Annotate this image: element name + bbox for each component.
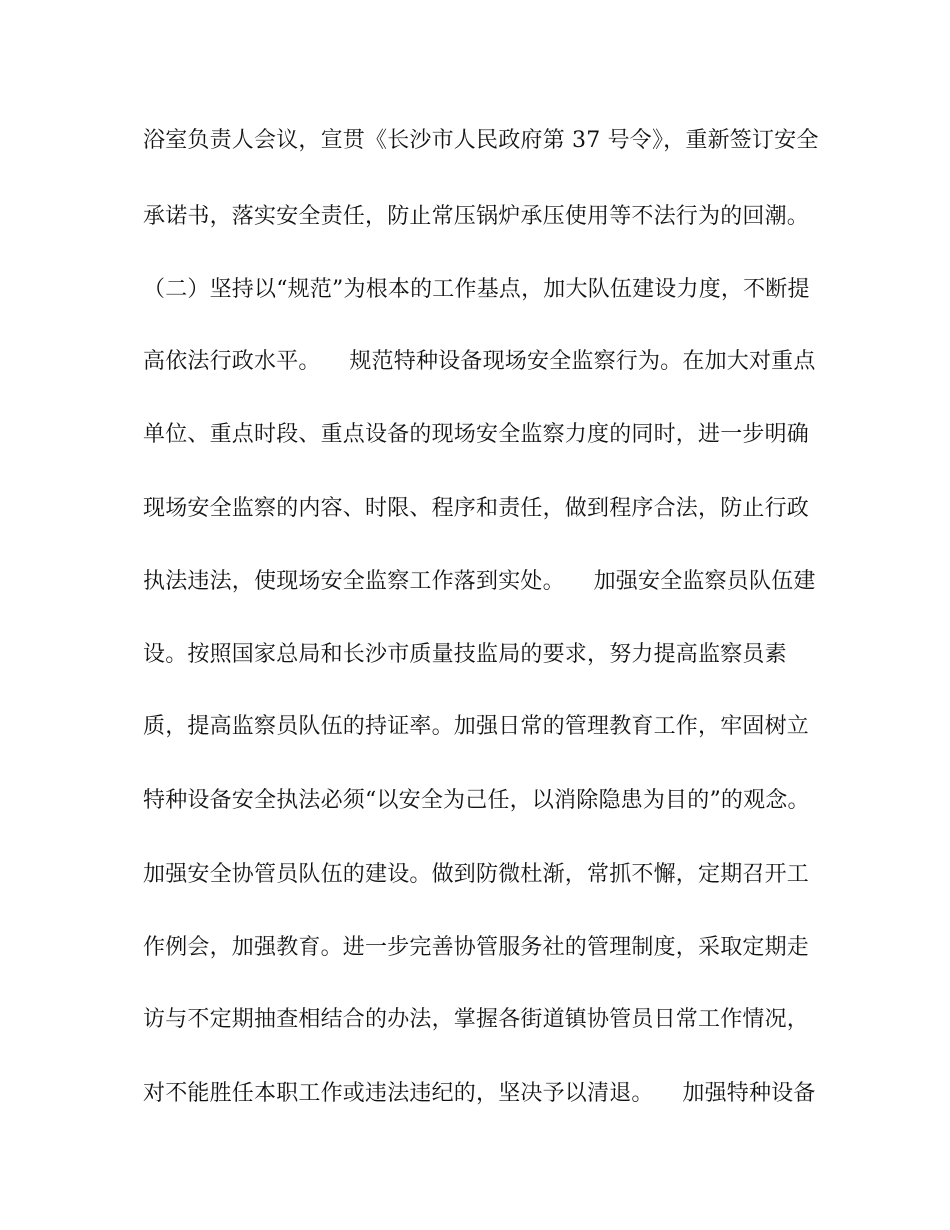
text-line: 加强安全协管员队伍的建设。做到防微杜渐，常抓不懈，定期召开工 (143, 862, 810, 887)
text-line: 高依法行政水平。 规范特种设备现场安全监察行为。在加大对重点 (143, 349, 816, 374)
text-line: 质，提高监察员队伍的持证率。加强日常的管理教育工作，牢固树立 (143, 714, 810, 739)
text-line: 浴室负责人会议，宣贯《长沙市人民政府第 37 号令》，重新签订安全 (143, 128, 819, 153)
text-line: 单位、重点时段、重点设备的现场安全监察力度的同时，进一步明确 (143, 422, 810, 447)
text-line: 访与不定期抽查相结合的办法，掌握各街道镇协管员日常工作情况， (143, 1007, 810, 1032)
text-line: 作例会，加强教育。进一步完善协管服务社的管理制度，采取定期走 (143, 935, 810, 960)
text-line: 承诺书，落实安全责任，防止常压锅炉承压使用等不法行为的回潮。 (143, 204, 810, 229)
section-heading: （二）坚持以“规范”为根本的工作基点，加大队伍建设力度，不断提 (143, 277, 810, 302)
text-line: 设。按照国家总局和长沙市质量技监局的要求，努力提高监察员素 (143, 642, 787, 667)
text-line: 对不能胜任本职工作或违法违纪的，坚决予以清退。 加强特种设备 (143, 1081, 816, 1106)
text-line: 特种设备安全执法必须“以安全为己任，以消除隐患为目的”的观念。 (143, 788, 810, 813)
text-line: 执法违法，使现场安全监察工作落到实处。 加强安全监察员队伍建 (143, 569, 816, 594)
text-line: 现场安全监察的内容、时限、程序和责任，做到程序合法，防止行政 (143, 496, 810, 521)
